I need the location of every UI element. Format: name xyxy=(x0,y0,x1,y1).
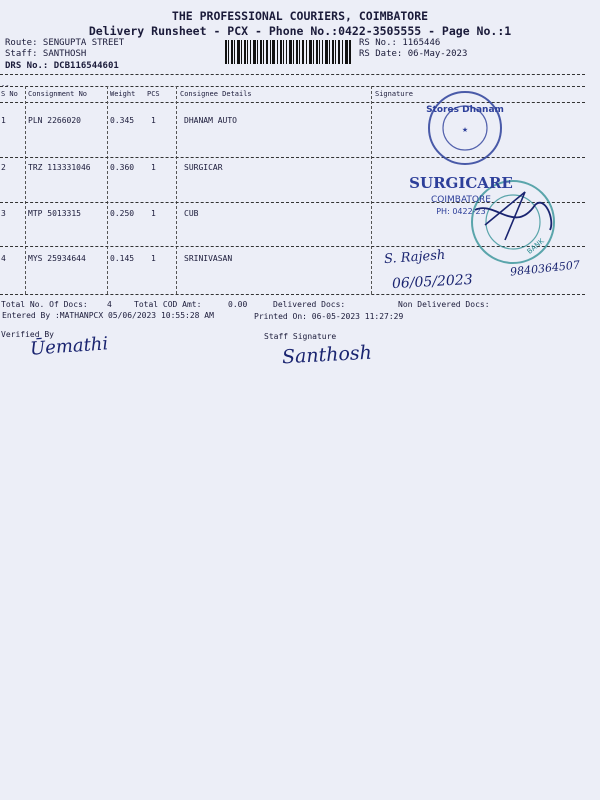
row-pcs: 1 xyxy=(151,163,156,172)
barcode xyxy=(225,40,351,64)
svg-text:★: ★ xyxy=(461,126,469,134)
column-divider xyxy=(107,86,108,294)
entered-by: Entered By :MATHANPCX 05/06/2023 10:55:28 AM xyxy=(2,311,214,320)
staff-label: Staff: SANTHOSH xyxy=(5,49,87,59)
svg-text:PH: 0422-23: PH: 0422-23 xyxy=(436,207,486,216)
row-sno: 4 xyxy=(1,254,6,263)
row-pcs: 1 xyxy=(151,254,156,263)
company-title: THE PROFESSIONAL COURIERS, COIMBATORE xyxy=(171,9,429,23)
delivered-docs-label: Delivered Docs: xyxy=(273,300,346,309)
stamp-dhanam xyxy=(415,88,515,168)
verified-by-label: Verified By xyxy=(1,330,54,339)
recipient-date-handwriting: 06/05/2023 xyxy=(391,271,474,293)
row-weight: 0.250 xyxy=(110,209,135,218)
row-weight: 0.345 xyxy=(110,116,135,125)
column-header-sno: S No xyxy=(1,90,18,98)
recipient-phone-handwriting: 9840364507 xyxy=(509,258,581,279)
total-cod-value: 0.00 xyxy=(228,300,248,309)
staff-signature-label: Staff Signature xyxy=(264,332,337,341)
table-top-rule xyxy=(0,86,585,87)
row-sno: 1 xyxy=(1,116,6,125)
svg-text:COIMBATORE: COIMBATORE xyxy=(431,195,491,205)
row-consignment: MYS 25934644 xyxy=(28,254,86,263)
row-consignment: MTP 5013315 xyxy=(28,209,81,218)
column-header-consignment: Consignment No xyxy=(28,90,88,98)
svg-text:BANK: BANK xyxy=(525,237,546,256)
column-divider xyxy=(176,86,177,294)
runsheet-title: Delivery Runsheet - PCX - Phone No.:0422-3505555 - Page No.:1 xyxy=(88,24,512,38)
total-cod-label: Total COD Amt: xyxy=(134,300,202,309)
total-docs-value: 4 xyxy=(107,300,112,309)
row-weight: 0.360 xyxy=(110,163,135,172)
non-delivered-docs-label: Non Delivered Docs: xyxy=(398,300,490,309)
row-consignee: SRINIVASAN xyxy=(184,254,233,263)
route-label: Route: SENGUPTA STREET xyxy=(5,38,125,48)
column-header-pcs: PCS xyxy=(147,90,160,98)
verified-by-signature: Ūemathi xyxy=(29,333,109,360)
svg-text:Stores Dhanam: Stores Dhanam xyxy=(426,105,504,115)
recipient-name-handwriting: S. Rajesh xyxy=(383,247,446,268)
total-docs-label: Total No. Of Docs: xyxy=(1,300,88,309)
row-sno: 3 xyxy=(1,209,6,218)
rs-number: RS No.: 1165446 xyxy=(359,38,441,48)
printed-on: Printed On: 06-05-2023 11:27:29 xyxy=(254,312,404,321)
rs-date: RS Date: 06-May-2023 xyxy=(359,49,468,59)
column-divider xyxy=(371,86,372,294)
row-consignment: PLN 2266020 xyxy=(28,116,81,125)
row-consignee: SURGICAR xyxy=(184,163,223,172)
table-bottom-rule xyxy=(0,294,585,295)
drs-number: DRS No.: DCB116544601 xyxy=(5,61,119,71)
row-sno: 2 xyxy=(1,163,6,172)
svg-text:SURGICARE: SURGICARE xyxy=(409,174,513,192)
column-divider xyxy=(25,86,26,294)
column-header-weight: Weight xyxy=(110,90,136,98)
staff-signature: Santhosh xyxy=(281,341,373,369)
row-consignment: TRZ 113331046 xyxy=(28,163,91,172)
row-weight: 0.145 xyxy=(110,254,135,263)
row-pcs: 1 xyxy=(151,116,156,125)
header-divider xyxy=(0,74,585,75)
column-header-signature: Signature xyxy=(375,90,413,98)
row-consignee: DHANAM AUTO xyxy=(184,116,237,125)
column-header-consignee: Consignee Details xyxy=(180,90,252,98)
row-pcs: 1 xyxy=(151,209,156,218)
row-consignee: CUB xyxy=(184,209,199,218)
